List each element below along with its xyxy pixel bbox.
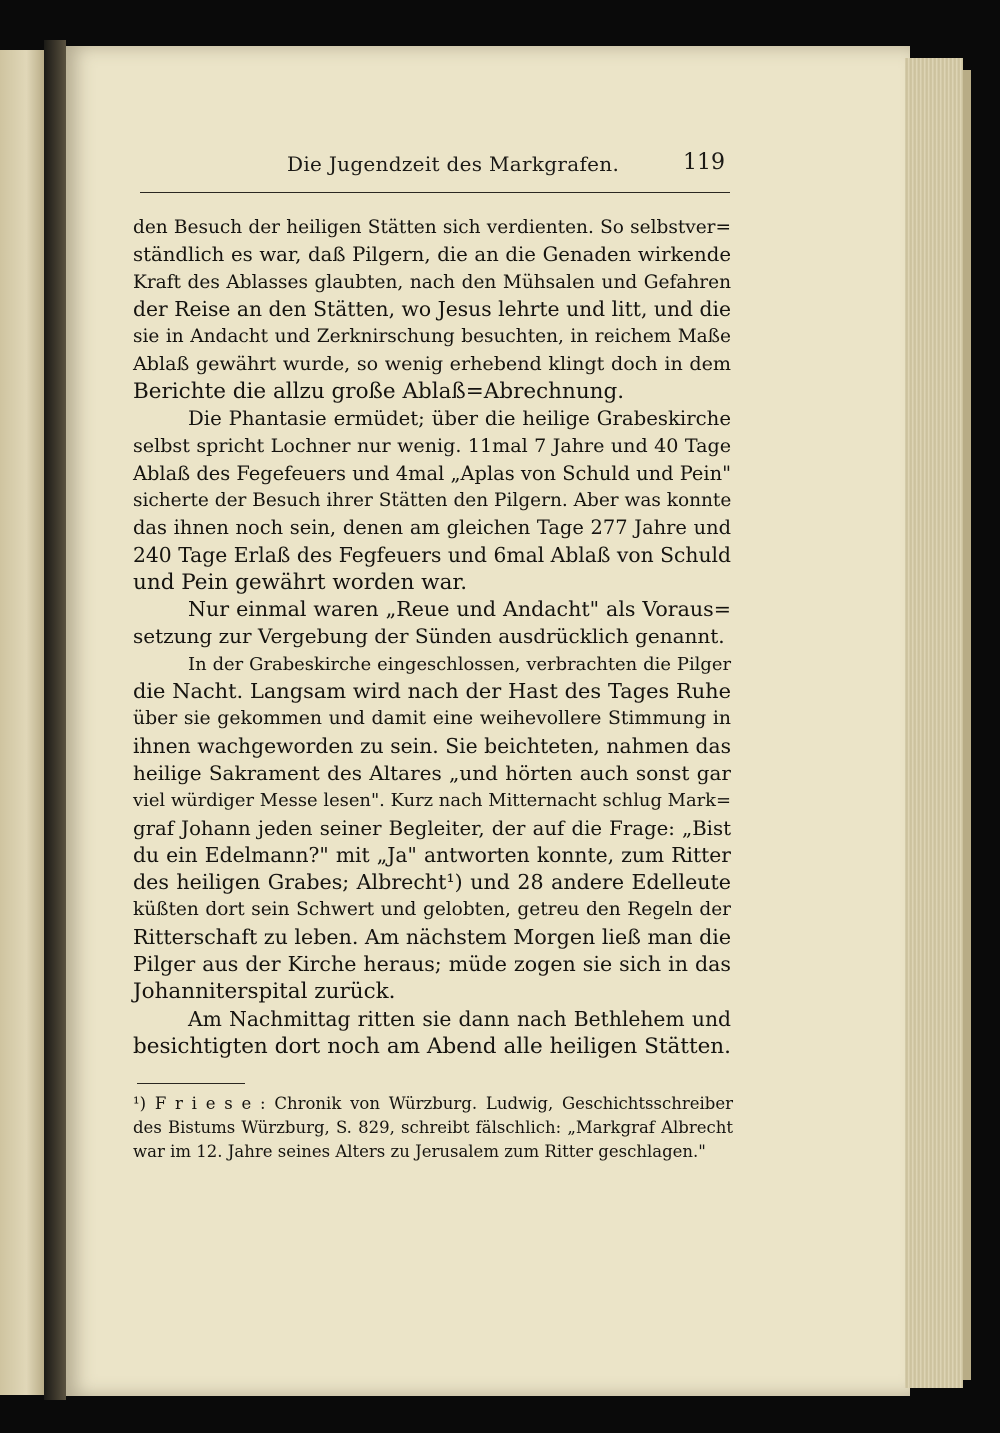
page-fore-edge [905,58,963,1388]
text-line: In der Grabeskirche eingeschlossen, verbrachten die Pilger [188,653,731,675]
left-page-edge [0,50,44,1395]
text-line: Ritterschaft zu leben. Am nächstem Morgen ließ man die [133,924,732,949]
text-line: Die Phantasie ermüdet; über die heilige Grabeskirche [188,407,731,431]
text-line: der Reise an den Stätten, wo Jesus lehrte und litt, und die [133,296,731,321]
text-line: ständlich es war, daß Pilgern, die an die Genaden wirkende [133,243,731,267]
text-line: viel würdiger Messe lesen". Kurz nach Mitternacht schlug Mark= [133,790,731,812]
text-line: Kraft des Ablasses glaubten, nach den Mühsalen und Gefahren [133,271,731,293]
text-line: Am Nachmittag ritten sie dann nach Bethlehem und [188,1006,731,1031]
running-head: Die Jugendzeit des Markgrafen. [287,152,620,176]
text-line: Berichte die allzu große Ablaß=Abrechnung. [133,378,625,404]
text-line: des heiligen Grabes; Albrecht¹) und 28 andere Edelleute [133,870,731,895]
text-line: selbst spricht Lochner nur wenig. 11mal 7 Jahre und 40 Tage [133,434,731,458]
footnote-line: war im 12. Jahre seines Alters zu Jerusalem zum Ritter geschlagen." [133,1142,706,1161]
text-line: ihnen wachgeworden zu sein. Sie beichteten, nahmen das [133,733,731,758]
text-line: Ablaß gewährt wurde, so wenig erhebend klingt doch in dem [133,352,731,376]
text-line: sicherte der Besuch ihrer Stätten den Pilgern. Aber was konnte [133,489,732,511]
header-rule [140,192,730,193]
text-line: graf Johann jeden seiner Begleiter, der auf die Frage: „Bist [133,816,731,840]
text-line: die Nacht. Langsam wird nach der Hast des Tages Ruhe [133,679,731,704]
page-header [140,150,735,190]
body-text [133,214,731,1060]
page-fore-edge-shadow [963,70,971,1380]
text-line: über sie gekommen und damit eine weihevollere Stimmung in [133,708,731,730]
text-line: den Besuch der heiligen Stätten sich verdienten. So selbstver= [133,217,731,238]
text-line: Nur einmal waren „Reue und Andacht" als Voraus= [188,597,731,622]
footnote-line: ¹) F r i e s e : Chronik von Würzburg. Ludwig, Geschichtsschreiber [133,1094,733,1113]
text-line: und Pein gewährt worden war. [133,569,468,595]
text-line: sie in Andacht und Zerknirschung besuchten, in reichem Maße [133,326,731,348]
page-number: 119 [683,150,725,175]
book-gutter [44,40,66,1400]
text-line: besichtigten dort noch am Abend alle heiligen Stätten. [133,1033,731,1059]
footnotes [133,1092,733,1164]
text-line: setzung zur Vergebung der Sünden ausdrücklich genannt. [133,624,725,649]
text-line: das ihnen noch sein, denen am gleichen Tage 277 Jahre und [133,516,731,540]
text-line: Pilger aus der Kirche heraus; müde zogen sie sich in das [133,952,731,977]
footnote-rule [137,1083,245,1084]
text-line: heilige Sakrament des Altares „und hörten auch sonst gar [133,760,731,785]
text-line: 240 Tage Erlaß des Fegfeuers und 6mal Ablaß von Schuld [133,542,731,567]
text-line: küßten dort sein Schwert und gelobten, getreu den Regeln der [133,899,731,921]
footnote-line: des Bistums Würzburg, S. 829, schreibt fälschlich: „Markgraf Albrecht [133,1118,733,1137]
text-line: Johanniterspital zurück. [133,979,396,1005]
text-line: Ablaß des Fegefeuers und 4mal „Aplas von Schuld und Pein" [133,461,731,485]
text-line: du ein Edelmann?" mit „Ja" antworten konnte, zum Ritter [133,842,731,867]
